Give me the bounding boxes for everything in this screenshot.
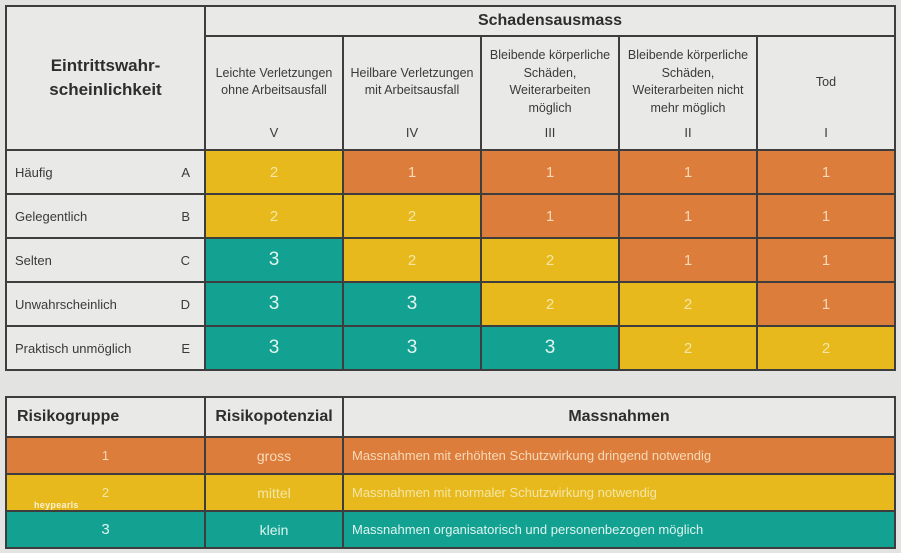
- matrix-cell-D-I: 1: [758, 283, 894, 325]
- matrix-row-letter: C: [180, 252, 190, 268]
- legend-measure-3: Massnahmen organisatorisch und personenbezogen möglich: [344, 512, 894, 547]
- legend-measure-2: Massnahmen mit normaler Schutzwirkung notwendig: [344, 475, 894, 510]
- legend-potential-2: mittel: [206, 475, 342, 510]
- column-header-IV: [344, 37, 480, 149]
- probability-header-line2: scheinlichkeit: [49, 80, 162, 99]
- matrix-cell-C-I: 1: [758, 239, 894, 281]
- watermark-text: heypearls: [34, 500, 79, 510]
- matrix-cell-C-IV: 2: [344, 239, 480, 281]
- matrix-row-letter: A: [181, 164, 190, 180]
- matrix-cell-E-I: 2: [758, 327, 894, 369]
- column-header-III-numeral: III: [544, 124, 556, 140]
- matrix-cell-E-V: 3: [206, 327, 342, 369]
- matrix-cell-B-III: 1: [482, 195, 618, 237]
- matrix-row-letter: D: [180, 296, 190, 312]
- column-header-IV-numeral: IV: [405, 124, 419, 140]
- legend-header-measures: Massnahmen: [344, 398, 894, 436]
- matrix-cell-B-I: 1: [758, 195, 894, 237]
- column-header-I-label: Tod: [815, 74, 837, 89]
- column-header-IV-label: Heilbare Verletzungen mit Arbeitsausfall: [350, 65, 474, 98]
- matrix-cell-B-IV: 2: [344, 195, 480, 237]
- legend-header-group: Risikogruppe: [7, 398, 204, 436]
- matrix-cell-E-IV: 3: [344, 327, 480, 369]
- legend-potential-1: gross: [206, 438, 342, 473]
- column-header-II: [620, 37, 756, 149]
- matrix-row-letter: E: [181, 340, 190, 356]
- matrix-row-label: [7, 239, 204, 281]
- matrix-cell-D-III: 2: [482, 283, 618, 325]
- column-header-V: [206, 37, 342, 149]
- risk-legend-table: [5, 396, 896, 549]
- matrix-row-letter: B: [181, 208, 190, 224]
- matrix-cell-A-I: 1: [758, 151, 894, 193]
- column-header-III-label: Bleibende körperliche Schäden, Weiterarbeiten möglich: [489, 48, 611, 115]
- matrix-row-label-text: Selten: [15, 252, 52, 268]
- legend-header-potential: Risikopotenzial: [206, 398, 342, 436]
- matrix-row-label-text: Gelegentlich: [15, 208, 88, 224]
- matrix-row-label-text: Häufig: [15, 164, 53, 180]
- column-header-V-label: Leichte Verletzungen ohne Arbeitsausfall: [215, 65, 333, 98]
- column-header-II-label: Bleibende körperliche Schäden, Weiterarbeiten nicht mehr möglich: [627, 48, 749, 115]
- column-header-I: [758, 37, 894, 149]
- matrix-cell-C-II: 1: [620, 239, 756, 281]
- matrix-cell-D-V: 3: [206, 283, 342, 325]
- matrix-row-label-text: Unwahrscheinlich: [15, 296, 117, 312]
- legend-measure-1: Massnahmen mit erhöhten Schutzwirkung dringend notwendig: [344, 438, 894, 473]
- legend-group-2: 2: [7, 475, 204, 510]
- matrix-row-label: [7, 327, 204, 369]
- matrix-cell-A-V: 2: [206, 151, 342, 193]
- matrix-cell-E-II: 2: [620, 327, 756, 369]
- probability-header: [7, 7, 204, 149]
- legend-group-1: 1: [7, 438, 204, 473]
- matrix-cell-B-II: 1: [620, 195, 756, 237]
- probability-header-line1: Eintrittswahr-: [50, 56, 161, 76]
- matrix-row-label-text: Praktisch unmöglich: [15, 340, 132, 356]
- matrix-row-label: [7, 151, 204, 193]
- matrix-cell-E-III: 3: [482, 327, 618, 369]
- matrix-cell-B-V: 2: [206, 195, 342, 237]
- matrix-cell-A-III: 1: [482, 151, 618, 193]
- matrix-cell-D-IV: 3: [344, 283, 480, 325]
- damage-extent-header: Schadensausmass: [206, 7, 894, 35]
- legend-potential-3: klein: [206, 512, 342, 547]
- matrix-cell-D-II: 2: [620, 283, 756, 325]
- matrix-row-label: [7, 195, 204, 237]
- matrix-cell-C-III: 2: [482, 239, 618, 281]
- risk-matrix-table: [5, 5, 896, 371]
- matrix-cell-A-IV: 1: [344, 151, 480, 193]
- column-header-I-numeral: I: [824, 124, 828, 140]
- column-header-III: [482, 37, 618, 149]
- column-header-II-numeral: II: [684, 124, 692, 140]
- column-header-V-numeral: V: [269, 124, 279, 140]
- matrix-cell-A-II: 1: [620, 151, 756, 193]
- matrix-cell-C-V: 3: [206, 239, 342, 281]
- legend-group-3: 3: [7, 512, 204, 547]
- matrix-row-label: [7, 283, 204, 325]
